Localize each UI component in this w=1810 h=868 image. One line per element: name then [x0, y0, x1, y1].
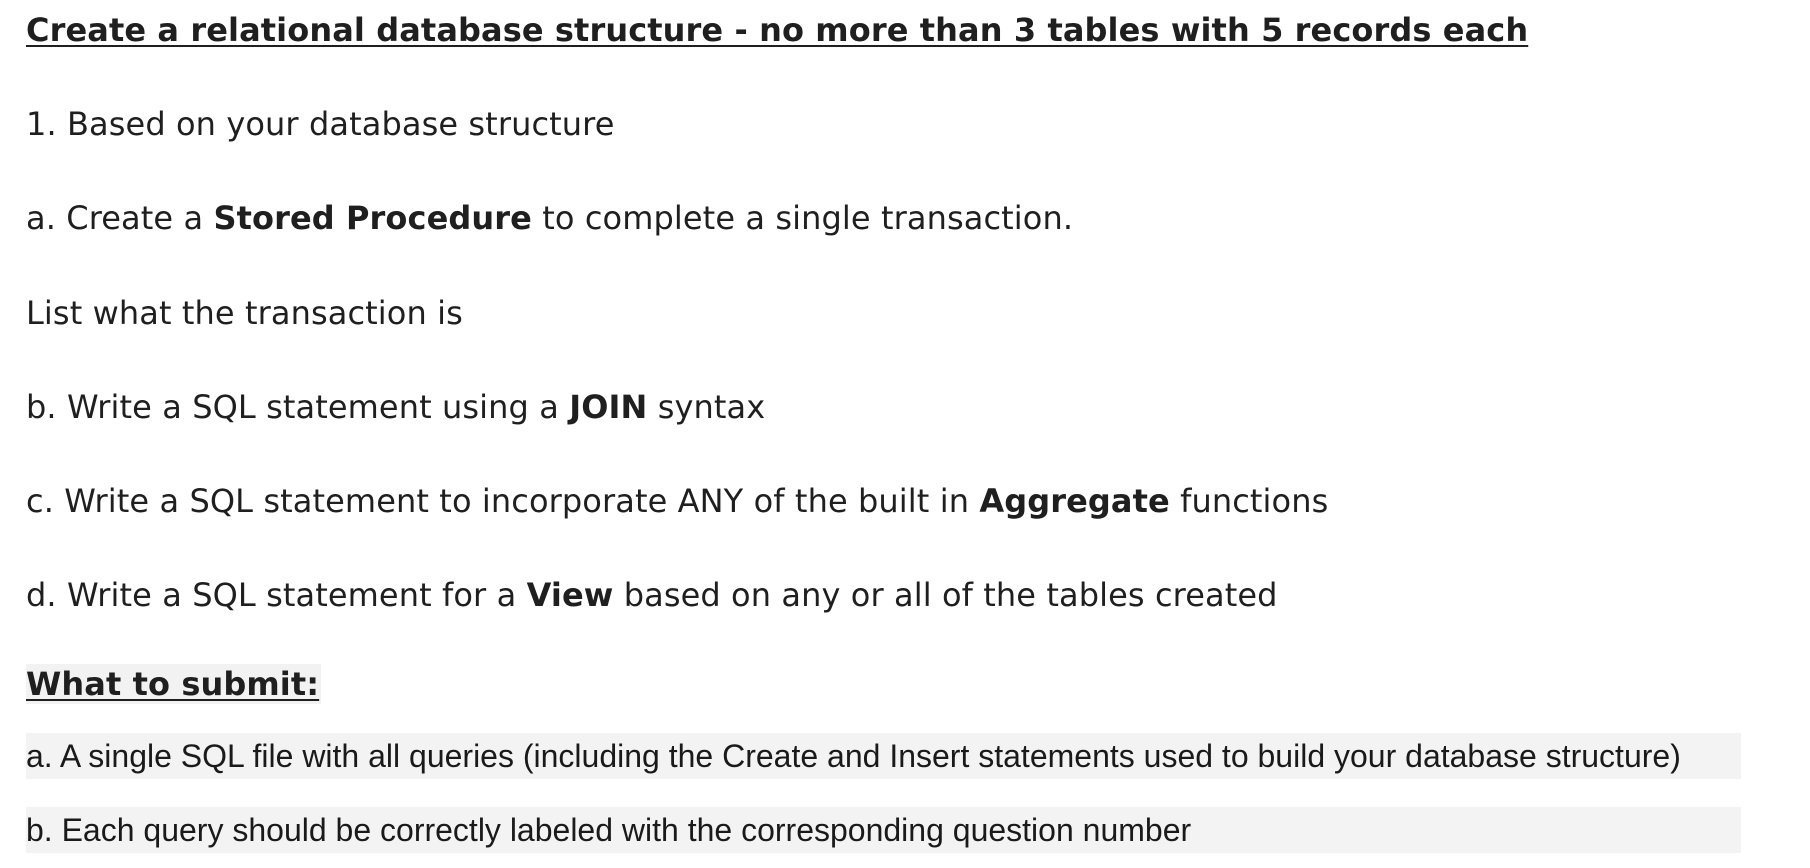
list-transaction-line: List what the transaction is — [26, 294, 463, 332]
item-b-prefix: b. Write a SQL statement using a — [26, 388, 570, 426]
item-b — [26, 387, 765, 427]
submit-item-b-band — [26, 807, 1741, 853]
item-b-suffix: syntax — [647, 388, 766, 426]
item-c-bold: Aggregate — [979, 482, 1170, 520]
submit-item-a-band — [26, 733, 1741, 779]
item-b-bold: JOIN — [569, 388, 648, 426]
item-c-prefix: c. Write a SQL statement to incorporate ANY of the built in — [26, 482, 980, 520]
item-d — [26, 575, 1278, 615]
item-a-suffix: to complete a single transaction. — [531, 199, 1074, 237]
page-title: Create a relational database structure - no more than 3 tables with 5 records each — [26, 11, 1529, 49]
item-d-prefix: d. Write a SQL statement for a — [26, 576, 527, 614]
item-c-suffix: functions — [1169, 482, 1329, 520]
item-d-suffix: based on any or all of the tables created — [613, 576, 1278, 614]
item-a-prefix: a. Create a — [26, 199, 214, 237]
item-a-bold: Stored Procedure — [213, 199, 532, 237]
item-a — [26, 198, 1073, 238]
submit-item-a: a. A single SQL file with all queries (including the Create and Insert statements used to build your database structure) — [26, 738, 1681, 774]
question-1: 1. Based on your database structure — [26, 105, 615, 143]
submit-item-b: b. Each query should be correctly labeled with the corresponding question number — [26, 812, 1192, 848]
item-d-bold: View — [526, 576, 614, 614]
submit-heading: What to submit: — [26, 665, 320, 703]
item-c — [26, 481, 1328, 521]
